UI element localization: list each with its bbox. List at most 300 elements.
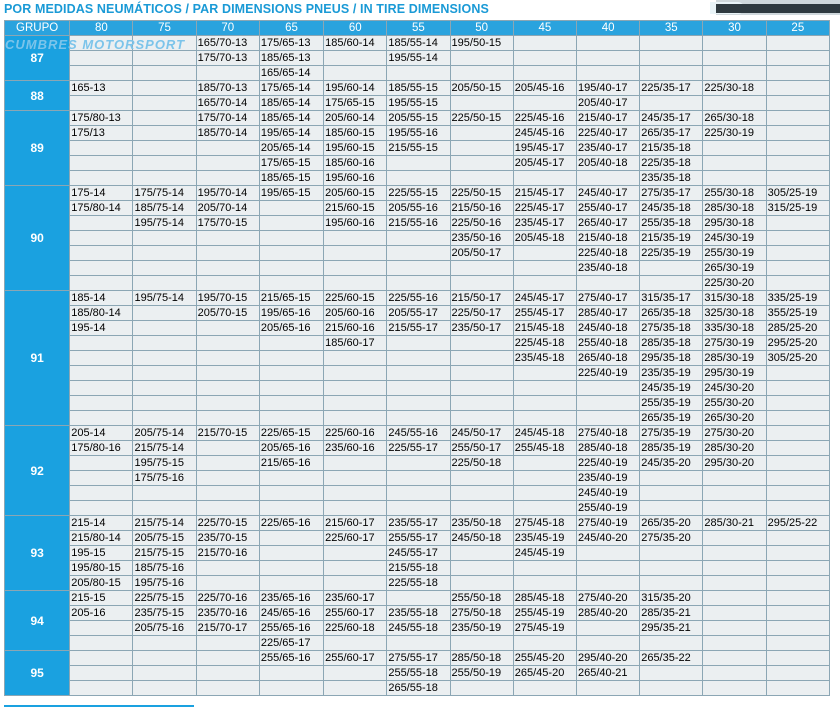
tire-size-cell xyxy=(640,51,703,66)
tire-size-cell: 265/35-19 xyxy=(640,411,703,426)
tire-size-cell xyxy=(133,126,196,141)
tire-size-cell xyxy=(259,231,323,246)
tire-size-cell xyxy=(70,486,133,501)
table-row xyxy=(5,126,830,141)
tire-size-cell: 225/50-15 xyxy=(450,186,513,201)
tire-size-cell: 205/40-17 xyxy=(576,96,639,111)
tire-size-cell: 235/40-19 xyxy=(576,471,639,486)
tire-size-cell xyxy=(70,621,133,636)
group-label: 94 xyxy=(30,613,44,628)
tire-size-cell xyxy=(387,471,450,486)
tire-size-cell: 225/65-15 xyxy=(259,426,323,441)
tire-size-cell xyxy=(259,531,323,546)
tire-size-cell xyxy=(766,621,829,636)
tire-size-cell xyxy=(324,411,387,426)
tire-size-cell xyxy=(324,51,387,66)
tire-size-cell: 175/80-16 xyxy=(70,441,133,456)
tire-size-cell xyxy=(766,561,829,576)
group-label: 90 xyxy=(30,231,44,245)
tire-size-cell xyxy=(70,261,133,276)
tire-size-cell: 245/65-16 xyxy=(259,606,323,621)
tire-size-cell xyxy=(196,66,259,81)
tire-size-cell: 225/40-19 xyxy=(576,366,639,381)
tire-size-cell xyxy=(387,336,450,351)
tire-size-cell: 315/35-20 xyxy=(640,591,703,606)
tire-size-cell xyxy=(766,651,829,666)
tire-size-cell xyxy=(133,636,196,651)
tire-size-cell xyxy=(324,456,387,471)
tire-size-cell xyxy=(387,66,450,81)
tire-size-cell xyxy=(196,156,259,171)
tire-size-cell: 175/80-13 xyxy=(70,111,133,126)
tire-size-cell: 245/35-18 xyxy=(640,201,703,216)
tire-size-cell xyxy=(513,411,576,426)
table-row xyxy=(5,66,830,81)
table-row xyxy=(5,171,830,186)
tire-size-cell: 275/35-19 xyxy=(640,426,703,441)
tire-size-cell xyxy=(450,141,513,156)
tire-size-cell xyxy=(766,381,829,396)
tire-size-cell: 205/75-14 xyxy=(133,426,196,441)
tire-size-cell xyxy=(259,216,323,231)
tire-size-cell: 245/50-18 xyxy=(450,531,513,546)
table-row xyxy=(5,636,830,651)
tire-size-cell: 295/30-18 xyxy=(703,216,766,231)
tire-size-cell: 205/50-15 xyxy=(450,81,513,96)
tire-size-cell: 355/25-19 xyxy=(766,306,829,321)
tire-size-cell: 255/45-20 xyxy=(513,651,576,666)
tire-size-cell: 185/65-15 xyxy=(259,171,323,186)
tire-size-cell: 205/70-14 xyxy=(196,201,259,216)
tire-size-cell: 195/60-16 xyxy=(324,171,387,186)
tire-size-cell xyxy=(259,261,323,276)
table-row xyxy=(5,96,830,111)
tire-size-cell xyxy=(70,681,133,696)
tire-size-cell: 185/75-16 xyxy=(133,561,196,576)
tire-size-cell: 225/30-18 xyxy=(703,81,766,96)
tire-size-cell: 225/60-15 xyxy=(324,291,387,306)
footer-line xyxy=(4,705,194,707)
tire-size-cell xyxy=(766,126,829,141)
tire-size-cell: 255/30-18 xyxy=(703,186,766,201)
tire-size-cell: 235/50-18 xyxy=(450,516,513,531)
tire-size-cell xyxy=(703,36,766,51)
group-cell xyxy=(5,111,70,186)
table-row xyxy=(5,426,830,441)
tire-size-cell: 245/55-16 xyxy=(387,426,450,441)
tire-size-cell xyxy=(324,486,387,501)
tire-size-cell xyxy=(640,96,703,111)
tire-size-cell: 225/45-17 xyxy=(513,201,576,216)
header-aspect-ratio: 45 xyxy=(513,21,576,36)
tire-size-cell xyxy=(513,51,576,66)
tire-size-cell xyxy=(387,396,450,411)
tire-size-cell xyxy=(259,471,323,486)
tire-size-cell: 205/80-15 xyxy=(70,576,133,591)
tire-size-cell xyxy=(70,156,133,171)
tire-size-cell: 225/55-18 xyxy=(387,576,450,591)
tire-size-cell xyxy=(450,276,513,291)
tire-size-cell xyxy=(640,66,703,81)
tire-size-cell: 195/75-14 xyxy=(133,291,196,306)
table-row xyxy=(5,531,830,546)
tire-size-cell: 175/65-14 xyxy=(259,81,323,96)
tire-size-cell xyxy=(259,366,323,381)
tire-size-cell xyxy=(513,381,576,396)
tire-size-cell: 295/35-18 xyxy=(640,351,703,366)
tire-size-cell xyxy=(766,606,829,621)
tire-size-cell: 185/60-17 xyxy=(324,336,387,351)
tire-size-cell: 195/60-16 xyxy=(324,216,387,231)
tire-size-cell: 275/40-20 xyxy=(576,591,639,606)
tire-size-cell xyxy=(259,666,323,681)
tire-size-cell: 245/35-17 xyxy=(640,111,703,126)
tire-size-cell: 205/45-18 xyxy=(513,231,576,246)
tire-size-cell: 285/50-18 xyxy=(450,651,513,666)
tire-size-cell xyxy=(70,51,133,66)
table-row xyxy=(5,441,830,456)
tire-size-cell xyxy=(70,636,133,651)
tire-size-cell: 255/40-19 xyxy=(576,501,639,516)
tire-size-cell: 295/30-20 xyxy=(703,456,766,471)
group-label: 87 xyxy=(30,51,44,65)
tire-size-cell: 235/40-17 xyxy=(576,141,639,156)
group-label: 92 xyxy=(30,463,44,478)
tire-size-cell: 215/55-16 xyxy=(387,216,450,231)
tire-size-cell xyxy=(196,321,259,336)
tire-size-cell xyxy=(513,501,576,516)
page-title: POR MEDIDAS NEUMÁTICOS / PAR DIMENSIONS PNEUS / IN TIRE DIMENSIONS xyxy=(4,2,489,16)
tire-size-cell xyxy=(133,141,196,156)
tire-size-cell: 215-14 xyxy=(70,516,133,531)
tire-size-cell: 225/70-15 xyxy=(196,516,259,531)
tire-size-cell: 235/55-18 xyxy=(387,606,450,621)
tire-size-cell xyxy=(703,666,766,681)
tire-size-cell xyxy=(576,411,639,426)
tire-size-cell: 195/75-16 xyxy=(133,576,196,591)
tire-size-cell xyxy=(703,486,766,501)
tire-size-cell xyxy=(640,636,703,651)
tire-size-cell xyxy=(766,276,829,291)
table-row xyxy=(5,186,830,201)
tire-size-cell xyxy=(259,681,323,696)
tire-size-cell xyxy=(703,141,766,156)
tire-size-cell: 185/65-14 xyxy=(259,111,323,126)
tire-dimensions-table xyxy=(4,20,830,696)
tire-size-cell xyxy=(513,486,576,501)
tire-size-cell xyxy=(324,231,387,246)
tire-size-cell xyxy=(576,636,639,651)
table-row xyxy=(5,666,830,681)
tire-size-cell: 175/65-15 xyxy=(259,156,323,171)
tire-size-cell xyxy=(70,216,133,231)
tire-size-cell xyxy=(133,351,196,366)
tire-size-cell xyxy=(70,231,133,246)
tire-size-cell: 255/45-17 xyxy=(513,306,576,321)
tire-size-cell xyxy=(133,381,196,396)
tire-size-cell xyxy=(513,636,576,651)
tire-size-cell xyxy=(387,501,450,516)
tire-size-cell xyxy=(387,261,450,276)
tire-size-cell: 245/45-16 xyxy=(513,126,576,141)
tire-size-cell xyxy=(387,486,450,501)
tire-size-cell: 295/40-20 xyxy=(576,651,639,666)
group-label: 93 xyxy=(30,546,44,560)
tire-size-cell xyxy=(766,156,829,171)
tire-size-cell xyxy=(70,66,133,81)
tire-size-cell: 275/45-19 xyxy=(513,621,576,636)
tire-size-cell: 195/65-14 xyxy=(259,126,323,141)
tire-size-cell xyxy=(324,501,387,516)
tire-size-cell xyxy=(70,96,133,111)
tire-size-cell xyxy=(259,246,323,261)
tire-size-cell xyxy=(259,561,323,576)
tire-size-cell: 215/80-14 xyxy=(70,531,133,546)
tire-size-cell xyxy=(133,231,196,246)
tire-size-cell xyxy=(766,81,829,96)
tire-size-cell xyxy=(766,366,829,381)
tire-size-cell xyxy=(450,561,513,576)
tire-size-cell xyxy=(703,96,766,111)
header-row xyxy=(5,21,830,36)
tire-size-cell: 225/65-17 xyxy=(259,636,323,651)
tire-size-cell xyxy=(259,576,323,591)
table-row xyxy=(5,621,830,636)
tire-size-cell: 215/70-17 xyxy=(196,621,259,636)
tire-size-cell xyxy=(640,561,703,576)
tire-size-cell xyxy=(196,456,259,471)
tire-size-cell: 185/55-14 xyxy=(387,36,450,51)
tire-size-cell: 195/50-15 xyxy=(450,36,513,51)
tire-size-cell xyxy=(450,501,513,516)
group-cell xyxy=(5,591,70,651)
group-cell xyxy=(5,81,70,111)
tire-size-cell xyxy=(133,396,196,411)
tire-size-cell xyxy=(576,36,639,51)
tire-size-cell xyxy=(766,426,829,441)
tire-size-cell: 315/25-19 xyxy=(766,201,829,216)
tire-size-cell xyxy=(387,381,450,396)
tire-size-cell xyxy=(133,501,196,516)
tire-size-cell: 235/75-15 xyxy=(133,606,196,621)
tire-size-cell xyxy=(640,486,703,501)
tire-size-cell: 245/45-18 xyxy=(513,426,576,441)
tire-size-cell xyxy=(259,276,323,291)
tire-size-cell: 285/30-18 xyxy=(703,201,766,216)
tire-size-cell: 235/40-18 xyxy=(576,261,639,276)
tire-size-cell xyxy=(259,546,323,561)
header-aspect-ratio: 65 xyxy=(259,21,323,36)
tire-size-cell: 195/75-15 xyxy=(133,456,196,471)
tire-size-cell: 185/65-14 xyxy=(259,96,323,111)
tire-size-cell xyxy=(324,366,387,381)
tire-size-cell xyxy=(766,261,829,276)
tire-size-cell: 255/50-19 xyxy=(450,666,513,681)
tire-size-cell: 225/50-18 xyxy=(450,456,513,471)
tire-size-cell: 215/50-16 xyxy=(450,201,513,216)
tire-size-cell: 245/30-19 xyxy=(703,231,766,246)
tire-size-cell xyxy=(640,471,703,486)
header-aspect-ratio: 55 xyxy=(387,21,450,36)
tire-size-cell: 235/45-19 xyxy=(513,531,576,546)
table-row xyxy=(5,81,830,96)
tire-size-cell: 255/30-19 xyxy=(703,246,766,261)
tire-size-cell xyxy=(259,501,323,516)
tire-size-cell: 185/80-14 xyxy=(70,306,133,321)
tire-size-cell xyxy=(576,576,639,591)
tire-size-cell xyxy=(196,261,259,276)
tire-size-cell: 185/70-13 xyxy=(196,81,259,96)
tire-size-cell xyxy=(133,81,196,96)
tire-size-cell: 215/50-17 xyxy=(450,291,513,306)
tire-size-cell: 225/50-17 xyxy=(450,306,513,321)
group-cell xyxy=(5,426,70,516)
tire-size-cell xyxy=(640,276,703,291)
tire-size-cell: 275/30-19 xyxy=(703,336,766,351)
tire-size-cell xyxy=(324,576,387,591)
tire-size-cell xyxy=(133,246,196,261)
tire-size-cell xyxy=(766,501,829,516)
tire-size-cell xyxy=(387,636,450,651)
tire-size-cell: 195/40-17 xyxy=(576,81,639,96)
table-row xyxy=(5,351,830,366)
tire-size-cell xyxy=(387,171,450,186)
table-row xyxy=(5,276,830,291)
tire-size-cell: 225/50-15 xyxy=(450,111,513,126)
tire-size-cell: 295/35-21 xyxy=(640,621,703,636)
table-row xyxy=(5,681,830,696)
tire-size-cell: 235/45-18 xyxy=(513,351,576,366)
tire-size-cell xyxy=(133,66,196,81)
table-row xyxy=(5,561,830,576)
tire-size-cell xyxy=(70,141,133,156)
tire-size-cell: 185-14 xyxy=(70,291,133,306)
tire-size-cell: 195/55-15 xyxy=(387,96,450,111)
tire-size-cell xyxy=(703,681,766,696)
tire-size-cell: 255/65-16 xyxy=(259,651,323,666)
tire-size-cell: 215/65-15 xyxy=(259,291,323,306)
tire-size-cell: 205/65-16 xyxy=(259,321,323,336)
tire-size-cell: 215/70-15 xyxy=(196,426,259,441)
tire-size-cell xyxy=(196,441,259,456)
tire-size-cell xyxy=(387,231,450,246)
tire-size-cell: 185/75-14 xyxy=(133,201,196,216)
tire-size-cell xyxy=(133,51,196,66)
tire-size-cell xyxy=(576,681,639,696)
tire-size-cell xyxy=(766,441,829,456)
tire-size-cell: 165/70-13 xyxy=(196,36,259,51)
tire-size-cell: 255/55-17 xyxy=(387,531,450,546)
tire-size-cell xyxy=(703,66,766,81)
tire-size-cell: 215/60-15 xyxy=(324,201,387,216)
tire-size-cell xyxy=(576,171,639,186)
tire-size-cell: 265/40-21 xyxy=(576,666,639,681)
tire-size-cell: 225/55-16 xyxy=(387,291,450,306)
tire-size-cell: 275/55-17 xyxy=(387,651,450,666)
tire-size-cell: 195/70-14 xyxy=(196,186,259,201)
tire-size-cell xyxy=(766,666,829,681)
tire-size-cell xyxy=(766,411,829,426)
tire-size-cell: 225/60-17 xyxy=(324,531,387,546)
tire-size-cell: 265/40-17 xyxy=(576,216,639,231)
tire-size-cell xyxy=(324,561,387,576)
tire-size-cell xyxy=(450,261,513,276)
tire-size-cell xyxy=(196,141,259,156)
tire-size-cell xyxy=(324,381,387,396)
tire-size-cell xyxy=(259,351,323,366)
tire-size-cell xyxy=(513,276,576,291)
tire-size-cell xyxy=(259,411,323,426)
tire-size-cell xyxy=(766,591,829,606)
tire-size-cell: 235/70-16 xyxy=(196,606,259,621)
tire-size-cell: 205/60-16 xyxy=(324,306,387,321)
tire-size-cell: 275/35-17 xyxy=(640,186,703,201)
tire-size-cell: 235/60-16 xyxy=(324,441,387,456)
tire-size-cell xyxy=(450,366,513,381)
tire-size-cell: 195/55-16 xyxy=(387,126,450,141)
tire-size-cell xyxy=(70,381,133,396)
table-row xyxy=(5,516,830,531)
tire-size-cell xyxy=(576,66,639,81)
tire-size-cell: 275/30-20 xyxy=(703,426,766,441)
tire-size-cell xyxy=(133,651,196,666)
tire-size-cell: 225/65-16 xyxy=(259,516,323,531)
tire-size-cell: 195/45-17 xyxy=(513,141,576,156)
tire-size-cell xyxy=(450,96,513,111)
tire-size-cell: 225/75-15 xyxy=(133,591,196,606)
tire-size-cell: 225/40-17 xyxy=(576,126,639,141)
tire-size-cell xyxy=(640,261,703,276)
tire-size-cell xyxy=(703,651,766,666)
tire-size-cell: 215/45-18 xyxy=(513,321,576,336)
tire-size-cell: 285/35-18 xyxy=(640,336,703,351)
tire-size-cell: 285/35-21 xyxy=(640,606,703,621)
tire-size-cell xyxy=(513,366,576,381)
tire-size-cell xyxy=(133,306,196,321)
header-grupo: GRUPO xyxy=(5,21,70,36)
group-label: 95 xyxy=(30,666,44,680)
tire-size-cell: 225/35-19 xyxy=(640,246,703,261)
tire-size-cell xyxy=(576,51,639,66)
tire-size-cell: 265/30-18 xyxy=(703,111,766,126)
tire-size-cell xyxy=(513,261,576,276)
tire-size-cell xyxy=(196,576,259,591)
tire-size-cell xyxy=(640,546,703,561)
tire-size-cell xyxy=(450,381,513,396)
tire-size-cell xyxy=(196,336,259,351)
tire-size-cell xyxy=(703,156,766,171)
tire-size-cell xyxy=(513,561,576,576)
tire-size-cell: 285/30-20 xyxy=(703,441,766,456)
tire-size-cell: 185/60-15 xyxy=(324,126,387,141)
tire-size-cell xyxy=(387,366,450,381)
tire-size-cell: 175/65-13 xyxy=(259,36,323,51)
tire-size-cell: 225/55-17 xyxy=(387,441,450,456)
tire-size-cell: 275/40-18 xyxy=(576,426,639,441)
tire-size-cell xyxy=(259,396,323,411)
tire-size-cell: 265/40-18 xyxy=(576,351,639,366)
tire-size-cell: 255/35-19 xyxy=(640,396,703,411)
header-aspect-ratio: 50 xyxy=(450,21,513,36)
tire-size-cell: 165/70-14 xyxy=(196,96,259,111)
tire-size-cell xyxy=(133,666,196,681)
tire-size-cell xyxy=(766,681,829,696)
tire-size-cell xyxy=(324,351,387,366)
tire-size-cell xyxy=(196,681,259,696)
tire-size-cell: 175/13 xyxy=(70,126,133,141)
tire-size-cell: 275/50-18 xyxy=(450,606,513,621)
tire-size-cell: 235/60-17 xyxy=(324,591,387,606)
